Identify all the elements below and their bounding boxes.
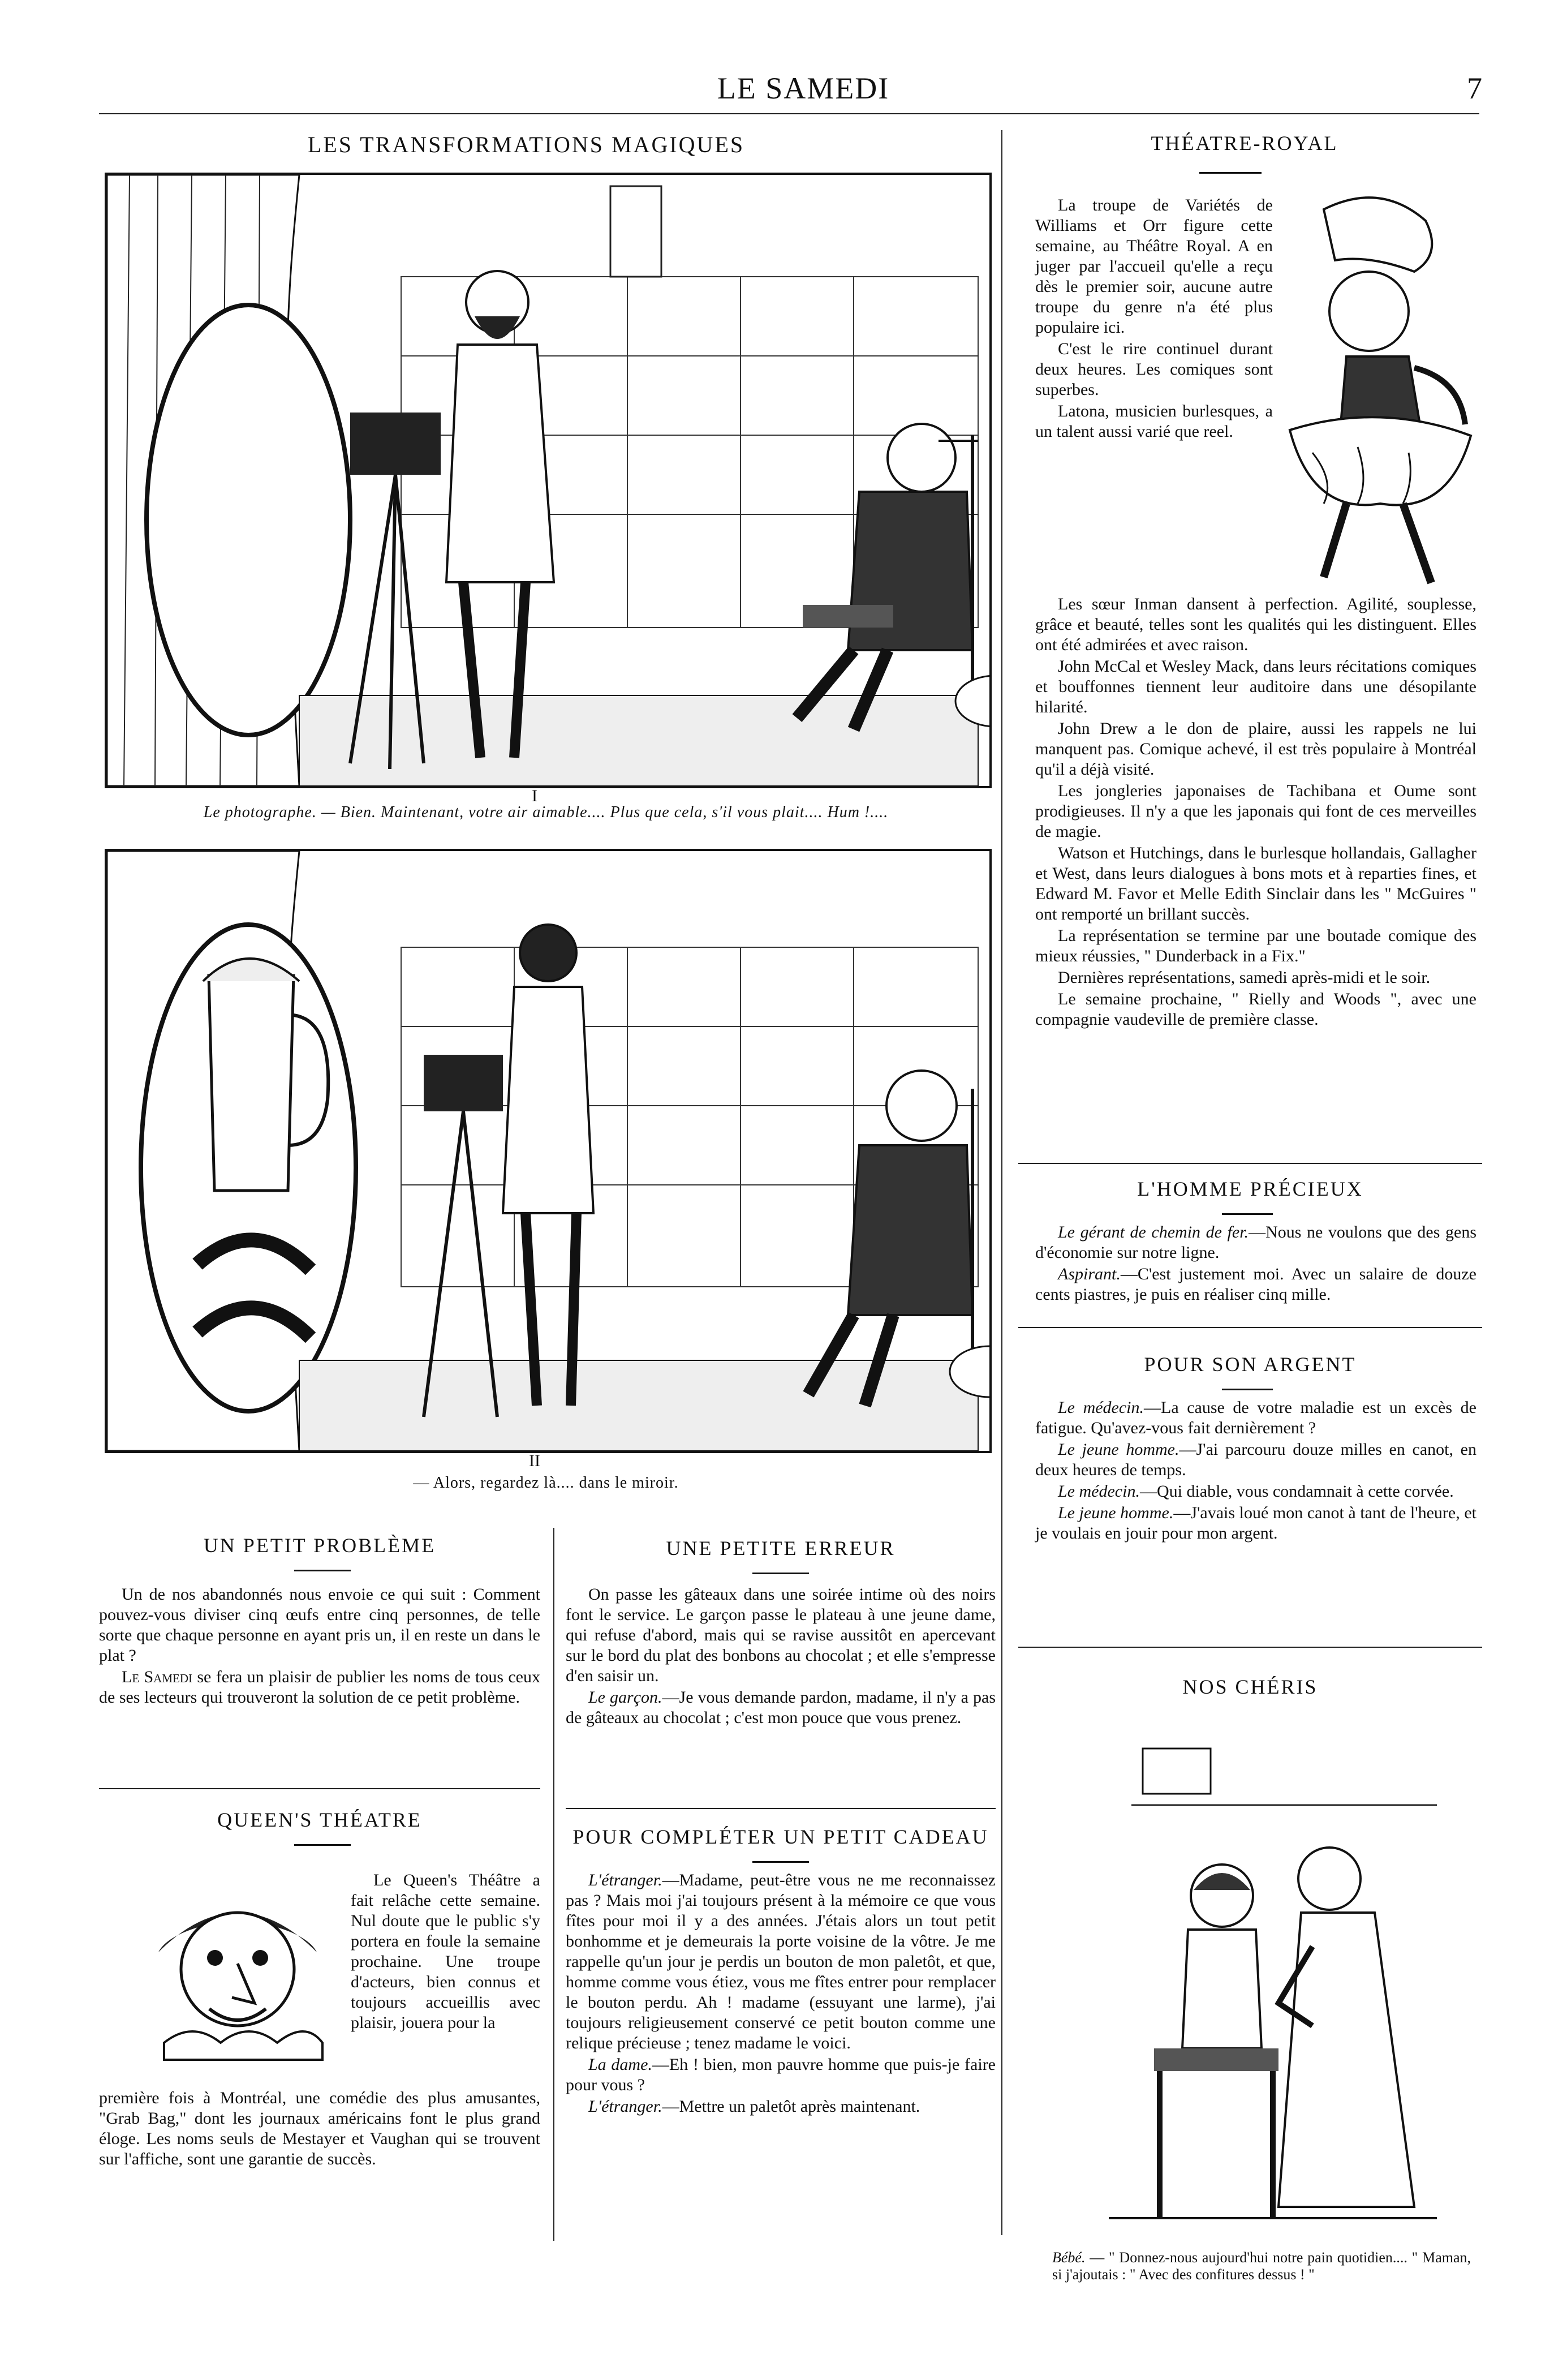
homme-precieux-text: [1035, 1222, 1476, 1306]
petit-probleme-para-2: se fera un plaisir de publier les noms de tous ceux de ses lecteurs qui trouveront la solution de ce petit problème.: [99, 1668, 540, 1707]
petit-probleme-rule: [294, 1570, 351, 1571]
homme-precieux-line-2: —C'est justement moi. Avec un salaire de douze cents piastres, je puis en réaliser cinq mille.: [1035, 1265, 1476, 1304]
argent-speaker-2: Le jeune homme.: [1058, 1440, 1179, 1459]
petit-cadeau-title: POUR COMPLÉTER UN PETIT CADEAU: [572, 1825, 989, 1848]
pour-son-argent-title: POUR SON ARGENT: [1144, 1353, 1357, 1376]
queens-theatre-rule: [294, 1844, 351, 1846]
cadeau-line-3: —Mettre un paletôt après maintenant.: [662, 2097, 920, 2116]
panel-2-caption: — Alors, regardez là.... dans le miroir.: [413, 1474, 679, 1492]
petite-erreur-speaker: Le garçon.: [588, 1688, 662, 1707]
theatre-royal-para-4: Les sœur Inman dansent à perfection. Agilité, souplesse, grâce et beauté, telles sont les qualités qui les distinguent. Elles ont été admirées et avec raison.: [1035, 595, 1476, 654]
head-rule: [99, 113, 1479, 114]
le-samedi-mention: Le Samedi: [122, 1668, 193, 1686]
homme-precieux-title: L'HOMME PRÉCIEUX: [1137, 1178, 1363, 1200]
queens-theatre-para-start: Le Queen's Théâtre a fait relâche cette semaine. Nul doute que le public s'y portera en foule la semaine prochaine. Une troupe d'acteurs, bien connus et toujours accueillis avec plaisir, jouera pour la: [351, 1871, 540, 2032]
homme-precieux-speaker-1: Le gérant de chemin de fer.: [1058, 1223, 1249, 1241]
nos-cheris-caption: [1052, 2249, 1471, 2283]
queens-theatre-title: QUEEN'S THÉATRE: [217, 1808, 422, 1831]
page-number: 7: [1467, 71, 1482, 105]
divider-3: [1018, 1647, 1482, 1648]
dancer-illustration: [1278, 187, 1488, 594]
nos-cheris-illustration: [1109, 1709, 1437, 2246]
queens-theatre-text-narrow: [351, 1870, 540, 2034]
argent-line-1: —La cause de votre maladie est un excès de fatigue. Qu'avez-vous fait dernièrement ?: [1035, 1398, 1476, 1437]
petit-probleme-title: UN PETIT PROBLÈME: [203, 1534, 436, 1557]
queens-theatre-para-end: première fois à Montréal, une comédie des plus amusantes, "Grab Bag," dont les journaux américains font le plus grand éloge. Les noms seuls de Mestayer et Vaughan qui se trouvent sur l'affiche, sont une garantie de succès.: [99, 2089, 540, 2168]
theatre-royal-para-3: Latona, musicien burlesques, a un talent aussi varié que reel.: [1035, 402, 1273, 441]
theatre-royal-text-narrow: [1035, 195, 1273, 443]
theatre-royal-para-10: Dernières représentations, samedi après-midi et le soir.: [1058, 968, 1431, 987]
cartoon-panel-2: [105, 849, 992, 1453]
cadeau-speaker-2: La dame.: [588, 2055, 652, 2074]
panel-2-number: II: [529, 1451, 540, 1470]
homme-precieux-speaker-2: Aspirant.: [1058, 1265, 1121, 1283]
petite-erreur-title: UNE PETITE ERREUR: [666, 1537, 896, 1560]
cadeau-line-2: —Eh ! bien, mon pauvre homme que puis-je faire pour vous ?: [566, 2055, 996, 2094]
petit-probleme-text: [99, 1584, 540, 1709]
argent-line-3: —Qui diable, vous condamnait à cette corvée.: [1139, 1482, 1454, 1501]
running-head: LE SAMEDI: [717, 71, 890, 105]
cadeau-line-1: —Madame, peut-être vous ne me reconnaissez pas ? Mais moi j'ai toujours présent à la mémoire ce que vous fîtes pour moi il y a des années. J'étais alors un tout petit bonhomme et je demeurais la porte voisine de la vôtre. Je me rappelle qu'un jour je perdis un bouton de mon paletôt, et que, homme comme vous étiez, vous me fîtes entrer pour remplacer le bouton perdu. Ah ! madame (essuyant une larme), j'ai toujours religieusement conservé ce petit bouton comme une relique précieuse ; tenez madame le voici.: [566, 1871, 996, 2052]
theatre-royal-text-wide: [1035, 594, 1476, 1031]
theatre-royal-para-5: John McCal et Wesley Mack, dans leurs récitations comiques et bouffonnes tiennent leur auditoire dans une désopilante hilarité.: [1035, 657, 1476, 716]
photographer-scene-1-illustration: [107, 175, 989, 786]
panel-1-number: I: [532, 787, 537, 805]
theatre-royal-rule: [1199, 172, 1262, 174]
divider-left-1: [99, 1788, 540, 1789]
queens-theatre-text-wide: [99, 2088, 540, 2171]
theatre-royal-title: THÉATRE-ROYAL: [1151, 132, 1338, 154]
theatre-royal-para-7: Les jongleries japonaises de Tachibana et Oume sont prodigieuses. Il n'y a que les japonais qui font de ces merveilles de magie.: [1035, 781, 1476, 841]
petite-erreur-para-1: On passe les gâteaux dans une soirée intime où des noirs font le service. Le garçon passe le plateau à une jeune dame, qui refuse d'abord, mais qui se ravise aussitôt en apercevant sur le bord du plat des bonbons au chocolat ; et elle s'empresse d'en saisir un.: [566, 1585, 996, 1685]
divider-mid-1: [566, 1808, 996, 1809]
column-rule-right: [1001, 130, 1002, 2235]
theatre-royal-para-1: La troupe de Variétés de Williams et Orr figure cette semaine, au Théâtre Royal. A en juger par l'accueil qu'elle a reçu dès le premier soir, aucune autre troupe du genre n'a été plus populaire ici.: [1035, 196, 1273, 337]
photographer-scene-2-illustration: [107, 851, 989, 1451]
nos-cheris-caption-text: — " Donnez-nous aujourd'hui notre pain quotidien.... " Maman, si j'ajoutais : " Avec des confitures dessus ! ": [1052, 2249, 1471, 2283]
theatre-royal-para-6: John Drew a le don de plaire, aussi les rappels ne lui manquent pas. Comique achevé, il est très populaire à Montréal qu'il a déjà visité.: [1035, 719, 1476, 779]
argent-speaker-4: Le jeune homme.: [1058, 1503, 1174, 1522]
theatre-royal-para-9: La représentation se termine par une boutade comique des mieux réussies, " Dunderback in a Fix.": [1035, 926, 1476, 965]
divider-1: [1018, 1163, 1482, 1164]
theatre-royal-para-2: C'est le rire continuel durant deux heures. Les comiques sont superbes.: [1035, 340, 1273, 399]
petite-erreur-text: [566, 1584, 996, 1729]
homme-precieux-rule: [1222, 1213, 1273, 1215]
argent-speaker-1: Le médecin.: [1058, 1398, 1144, 1417]
theatre-royal-para-8: Watson et Hutchings, dans le burlesque hollandais, Gallagher et West, dans leurs dialogues à bons mots et à reparties fines, et Edward M. Favor et Melle Edith Sinclair dans les " McGuires " ont remporté un brillant succès.: [1035, 844, 1476, 923]
cartoon-panel-1: [105, 173, 992, 788]
petite-erreur-rule: [752, 1573, 809, 1574]
jester-illustration: [147, 1873, 328, 2065]
nos-cheris-caption-speaker: Bébé.: [1052, 2249, 1086, 2266]
pour-son-argent-text: [1035, 1398, 1476, 1545]
argent-line-2: —J'ai parcouru douze milles en canot, en deux heures de temps.: [1035, 1440, 1476, 1479]
cartoon-title: LES TRANSFORMATIONS MAGIQUES: [307, 132, 745, 157]
argent-speaker-3: Le médecin.: [1058, 1482, 1140, 1501]
divider-2: [1018, 1327, 1482, 1328]
pour-son-argent-rule: [1222, 1389, 1273, 1390]
column-rule-middle: [553, 1528, 554, 2241]
nos-cheris-title: NOS CHÉRIS: [1182, 1676, 1318, 1698]
petite-erreur-para-2: —Je vous demande pardon, madame, il n'y a pas de gâteaux au chocolat ; c'est mon pouce que vous prenez.: [566, 1688, 996, 1727]
cadeau-speaker-3: L'étranger.: [588, 2097, 662, 2116]
petit-cadeau-rule: [752, 1861, 809, 1863]
homme-precieux-line-1: —Nous ne voulons que des gens d'économie sur notre ligne.: [1035, 1223, 1476, 1262]
argent-line-4: —J'avais loué mon canot à tant de l'heure, et je voulais en jouir pour mon argent.: [1035, 1503, 1476, 1543]
petit-cadeau-text: [566, 1870, 996, 2118]
panel-1-caption: Le photographe. — Bien. Maintenant, votre air aimable.... Plus que cela, s'il vous plait.... Hum !....: [203, 804, 889, 821]
cadeau-speaker-1: L'étranger.: [588, 1871, 662, 1889]
petit-probleme-para-1: Un de nos abandonnés nous envoie ce qui suit : Comment pouvez-vous diviser cinq œufs entre cinq personnes, de telle sorte que chaque personne en ayant pris un, il en reste un dans le plat ?: [99, 1585, 540, 1665]
theatre-royal-para-11: Le semaine prochaine, " Rielly and Woods ", avec une compagnie vaudeville de première classe.: [1035, 990, 1476, 1029]
